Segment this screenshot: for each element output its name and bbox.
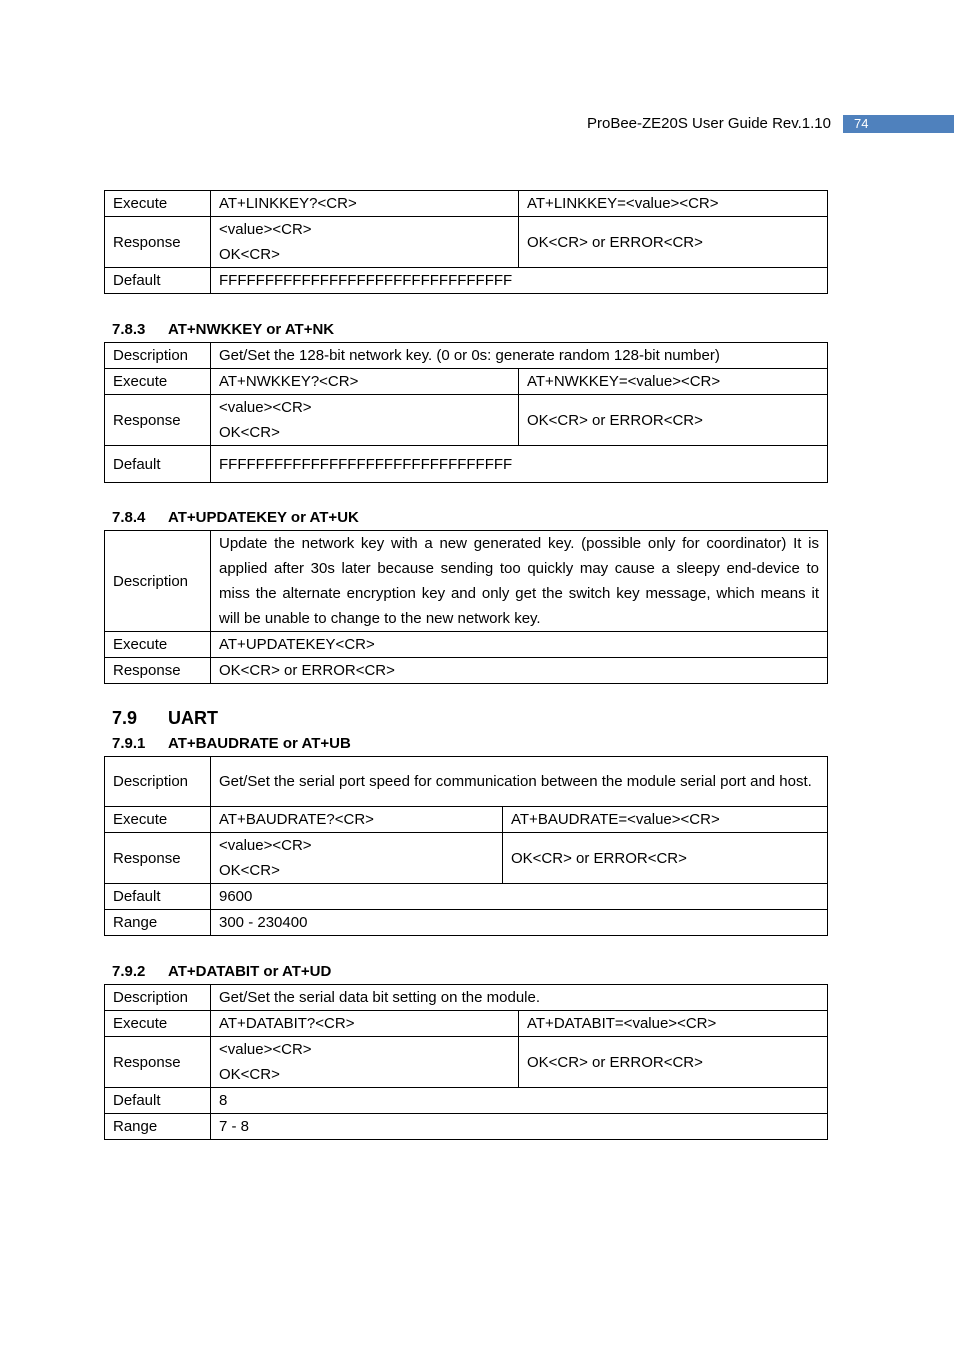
- execute-label: Execute: [105, 632, 211, 658]
- description-label: Description: [105, 531, 211, 632]
- databit-table: [104, 984, 828, 1140]
- section-title: UART: [168, 708, 218, 728]
- response-label: Response: [105, 833, 211, 884]
- response-get-cell: [211, 217, 519, 268]
- range-value: 300 - 230400: [211, 910, 828, 936]
- execute-set-cell: AT+DATABIT=<value><CR>: [519, 1011, 828, 1037]
- response-get-line-1: <value><CR>: [219, 1041, 312, 1058]
- execute-get-cell: AT+NWKKEY?<CR>: [211, 369, 519, 395]
- response-label: Response: [105, 658, 211, 684]
- response-cell: OK<CR> or ERROR<CR>: [211, 658, 828, 684]
- response-get-line-1: <value><CR>: [219, 837, 312, 854]
- page-number: 74: [843, 115, 954, 133]
- description-label: Description: [105, 985, 211, 1011]
- default-label: Default: [105, 446, 211, 483]
- execute-get-cell: AT+BAUDRATE?<CR>: [211, 807, 503, 833]
- section-title: AT+BAUDRATE or AT+UB: [168, 735, 351, 752]
- section-heading-784: [112, 509, 359, 526]
- section-number: 7.9: [112, 708, 138, 728]
- response-label: Response: [105, 395, 211, 446]
- default-value: 8: [211, 1088, 828, 1114]
- description-label: Description: [105, 343, 211, 369]
- response-get-line-2: OK<CR>: [219, 862, 280, 879]
- response-set-cell: OK<CR> or ERROR<CR>: [519, 217, 828, 268]
- description-cell: Update the network key with a new generated key. (possible only for coordinator) It is applied after 30s later because sending too quickly may cause a sleepy end-device to miss the alternate encryption key and only get the switch key message, which means it will be unable to change to the new network key.: [211, 531, 828, 632]
- default-label: Default: [105, 1088, 211, 1114]
- execute-set-cell: AT+BAUDRATE=<value><CR>: [503, 807, 828, 833]
- section-title: AT+DATABIT or AT+UD: [168, 963, 332, 980]
- execute-label: Execute: [105, 1011, 211, 1037]
- execute-label: Execute: [105, 191, 211, 217]
- execute-label: Execute: [105, 807, 211, 833]
- execute-get-cell: AT+DATABIT?<CR>: [211, 1011, 519, 1037]
- nwkkey-table: [104, 342, 828, 483]
- description-label: Description: [105, 757, 211, 807]
- default-value: FFFFFFFFFFFFFFFFFFFFFFFFFFFFFFFF: [211, 446, 828, 483]
- response-set-cell: OK<CR> or ERROR<CR>: [519, 395, 828, 446]
- execute-set-cell: AT+LINKKEY=<value><CR>: [519, 191, 828, 217]
- section-title: AT+NWKKEY or AT+NK: [168, 321, 335, 338]
- range-value: 7 - 8: [211, 1114, 828, 1140]
- response-get-line-2: OK<CR>: [219, 424, 280, 441]
- response-set-cell: OK<CR> or ERROR<CR>: [503, 833, 828, 884]
- default-value: FFFFFFFFFFFFFFFFFFFFFFFFFFFFFFFF: [211, 268, 828, 294]
- section-heading-791: [112, 735, 351, 752]
- section-number: 7.9.2: [112, 963, 146, 980]
- response-get-cell: [211, 833, 503, 884]
- execute-label: Execute: [105, 369, 211, 395]
- section-number: 7.8.4: [112, 509, 146, 526]
- response-label: Response: [105, 217, 211, 268]
- section-heading-783: [112, 321, 334, 338]
- response-label: Response: [105, 1037, 211, 1088]
- response-get-line-1: <value><CR>: [219, 399, 312, 416]
- section-heading-792: [112, 963, 331, 980]
- default-value: 9600: [211, 884, 828, 910]
- document-title: ProBee-ZE20S User Guide Rev.1.10: [586, 115, 831, 132]
- description-cell: Get/Set the 128-bit network key. (0 or 0s: generate random 128-bit number): [211, 343, 828, 369]
- section-title: AT+UPDATEKEY or AT+UK: [168, 509, 359, 526]
- section-number: 7.8.3: [112, 321, 146, 338]
- section-heading-79: [112, 708, 218, 729]
- response-set-cell: OK<CR> or ERROR<CR>: [519, 1037, 828, 1088]
- response-get-cell: [211, 1037, 519, 1088]
- execute-set-cell: AT+NWKKEY=<value><CR>: [519, 369, 828, 395]
- linkkey-table: [104, 190, 828, 294]
- description-cell: Get/Set the serial data bit setting on the module.: [211, 985, 828, 1011]
- default-label: Default: [105, 268, 211, 294]
- response-get-line-1: <value><CR>: [219, 221, 312, 238]
- response-get-cell: [211, 395, 519, 446]
- execute-get-cell: AT+LINKKEY?<CR>: [211, 191, 519, 217]
- range-label: Range: [105, 910, 211, 936]
- default-label: Default: [105, 884, 211, 910]
- range-label: Range: [105, 1114, 211, 1140]
- response-get-line-2: OK<CR>: [219, 246, 280, 263]
- baudrate-table: [104, 756, 828, 936]
- updatekey-table: [104, 530, 828, 684]
- response-get-line-2: OK<CR>: [219, 1066, 280, 1083]
- execute-cell: AT+UPDATEKEY<CR>: [211, 632, 828, 658]
- section-number: 7.9.1: [112, 735, 146, 752]
- description-cell: Get/Set the serial port speed for communication between the module serial port and host.: [211, 757, 828, 807]
